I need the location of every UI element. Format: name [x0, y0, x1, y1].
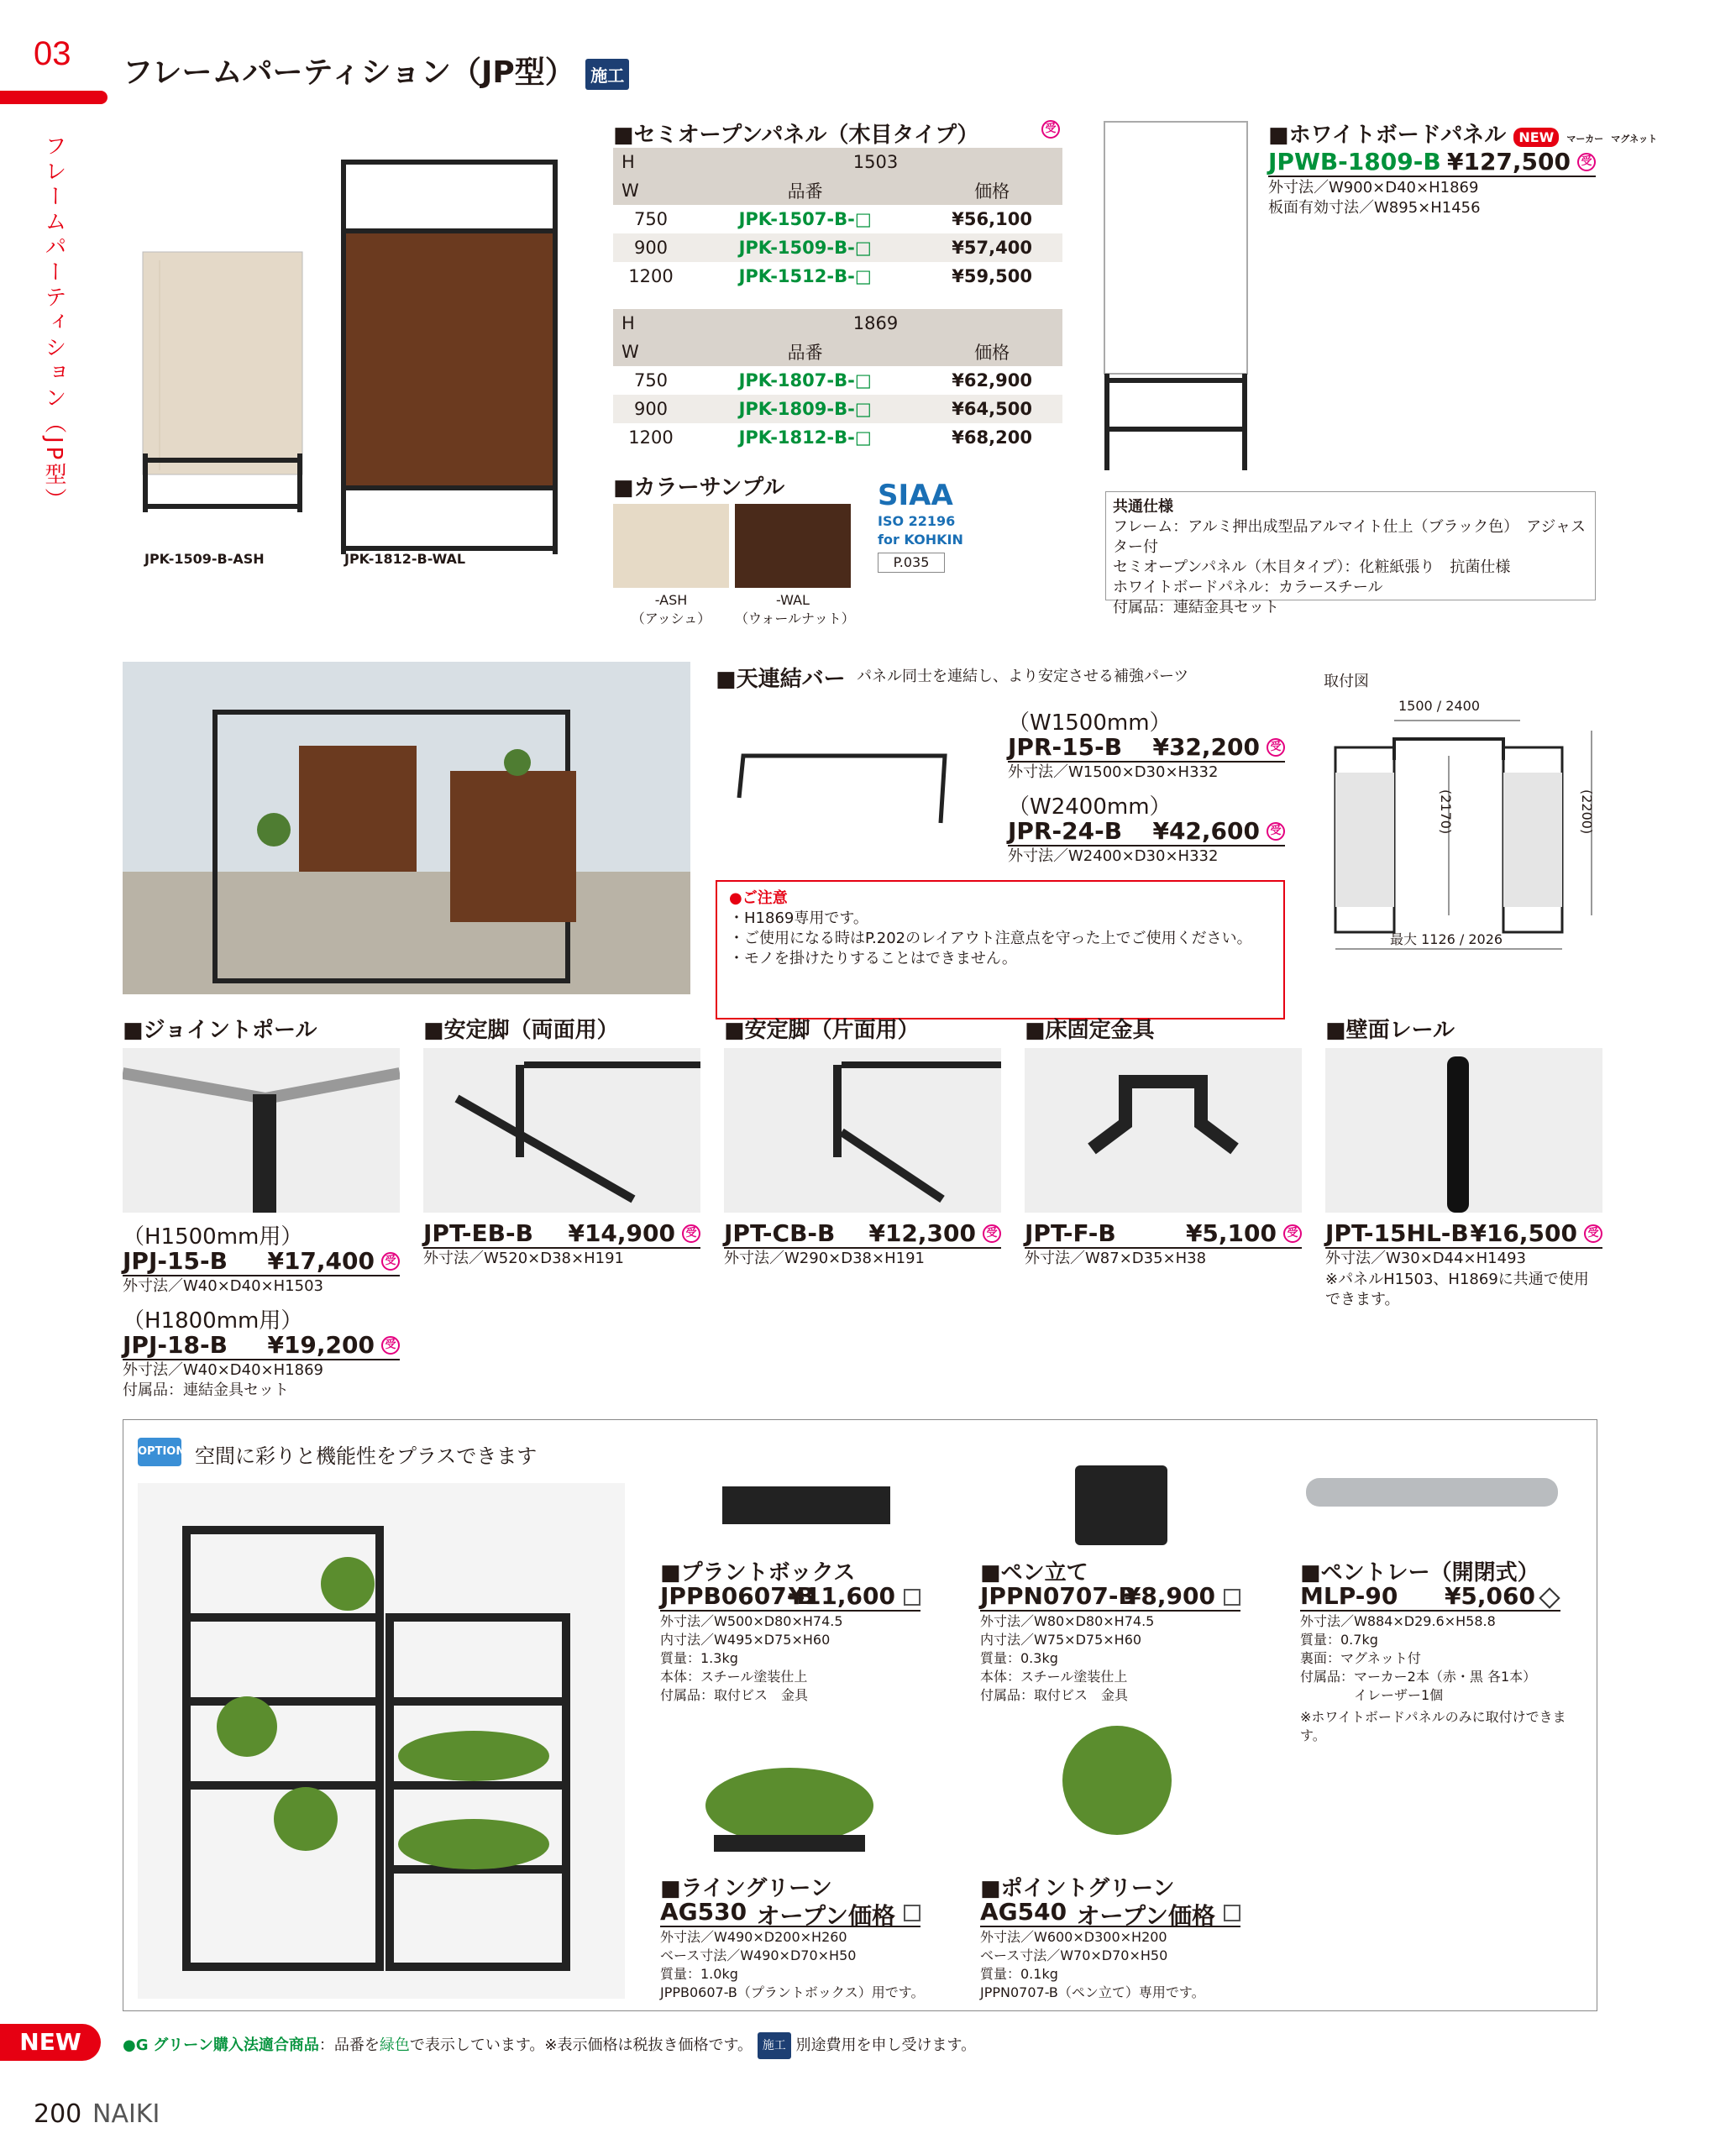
t2-w: 900 — [613, 395, 689, 423]
wb-code: JPWB-1809-B — [1268, 148, 1441, 176]
t1-W-label: W — [613, 176, 689, 205]
point-green-heading: ■ポイントグリーン — [980, 1876, 1175, 1901]
wb-surface: 板面有効寸法／W895×H1456 — [1268, 199, 1481, 217]
t2-code: JPK-1809-B-□ — [689, 395, 921, 423]
footer-text: で表示しています。※表示価格は税抜き価格です。 — [409, 2036, 753, 2054]
part-dims: 外寸法／W87×D35×H38 — [1025, 1250, 1207, 1267]
spec-line: 裏面：マグネット付 — [1300, 1650, 1421, 1666]
plantbox-price: ¥11,600 — [788, 1582, 895, 1610]
t1-col-code: 品番 — [689, 176, 921, 205]
t1-code: JPK-1512-B-□ — [738, 266, 872, 286]
bar-desc: パネル同士を連結し、より安定させる補強パーツ — [857, 668, 1189, 685]
point-green-specs — [980, 1928, 1205, 2002]
common-spec-box — [1105, 491, 1596, 616]
green-purchase-label: グリーン購入法適合商品 — [153, 2036, 319, 2054]
t1-code: JPK-1509-B-□ — [689, 233, 921, 262]
common-spec-line: セミオープンパネル（木目タイプ）：化粧紙張り 抗菌仕様 — [1113, 558, 1511, 576]
spec-line: イレーザー1個 — [1300, 1687, 1444, 1703]
spec-line: 付属品：取付ビス 金具 — [980, 1687, 1129, 1703]
t1-w: 750 — [633, 209, 669, 229]
installation-diagram — [1319, 697, 1604, 957]
spec-line: 付属品：取付ビス 金具 — [660, 1687, 809, 1703]
ash-label — [613, 591, 729, 628]
part-note: ※パネルH1503、H1869に共通で使用できます。 — [1325, 1271, 1589, 1308]
caution-line: ・モノを掛けたりすることはできません。 — [729, 950, 1017, 967]
hero-label-ash: JPK-1509-B-ASH — [144, 551, 265, 567]
siaa-logo-text: SIAA — [878, 479, 953, 512]
spec-line: JPPB0607-B（プラントボックス）用です。 — [660, 1984, 925, 2000]
t2-code: JPK-1812-B-□ — [738, 427, 872, 448]
common-spec-line: ホワイトボードパネル：カラースチール — [1113, 579, 1383, 596]
siaa-mark — [878, 479, 978, 573]
magnet-icon: マグネット — [1611, 134, 1658, 144]
spec-line: JPPN0707-B（ペン立て）専用です。 — [980, 1984, 1205, 2000]
part-heading: ■壁面レール — [1325, 1018, 1455, 1043]
jp-dims2: 外寸法／W40×D40×H1869 — [123, 1361, 323, 1379]
stock-square-icon — [904, 1589, 920, 1606]
jp-dims1: 外寸法／W40×D40×H1503 — [123, 1277, 323, 1295]
bar1-size: （W1500mm） — [1008, 710, 1172, 736]
t2-W-label: W — [613, 338, 689, 366]
ash-name: （アッシュ） — [631, 611, 711, 626]
t2-H-label: H — [613, 309, 689, 338]
caution-box — [716, 880, 1285, 1019]
part-price: ¥14,900 — [568, 1219, 675, 1247]
marker-icon: マーカー — [1566, 134, 1604, 144]
spec-line: 内寸法／W495×D75×H60 — [660, 1632, 831, 1648]
office-photo — [123, 662, 690, 994]
spec-line: 外寸法／W490×D200×H260 — [660, 1929, 847, 1945]
wal-swatch — [735, 504, 851, 588]
caution-title: ●ご注意 — [729, 889, 788, 907]
part-code: JPT-15HL-B — [1325, 1219, 1469, 1247]
spec-line: 質量：0.3kg — [980, 1650, 1058, 1666]
pen-code: JPPN0707-B — [980, 1582, 1136, 1610]
joint-pole-image — [123, 1048, 400, 1213]
fig-title: 取付図 — [1324, 673, 1369, 690]
jp-code1: JPJ-15-B — [123, 1247, 228, 1275]
fig-bottom: 最大 1126 / 2026 — [1390, 931, 1503, 947]
color-heading: ■カラーサンプル — [613, 475, 785, 501]
footer-text: 別途費用を申し受けます。 — [795, 2036, 977, 2054]
t2-code: JPK-1807-B-□ — [738, 370, 872, 390]
spec-line: ベース寸法／W70×D70×H50 — [980, 1947, 1168, 1963]
point-green-image — [1050, 1713, 1184, 1864]
t1-price: ¥57,400 — [921, 233, 1062, 262]
bar2-size: （W2400mm） — [1008, 794, 1172, 820]
siaa-iso: ISO 22196 — [878, 513, 956, 529]
caution-line: ・H1869専用です。 — [729, 909, 868, 927]
t1-height: 1503 — [689, 148, 1062, 176]
jp-line1 — [123, 1247, 400, 1276]
line-green-code: AG530 — [660, 1898, 747, 1926]
t2-w: 1200 — [628, 427, 674, 448]
sekou-badge: 施工 — [758, 2032, 791, 2059]
footer-text: ：品番を — [318, 2036, 380, 2054]
option-plant-display-image — [138, 1483, 625, 1999]
t2-price: ¥68,200 — [952, 427, 1032, 448]
pen-stand-image — [1067, 1453, 1176, 1554]
jp-receive-icon: 受 — [381, 1252, 400, 1271]
page-number: 200 — [34, 2099, 82, 2129]
pen-tray-image — [1302, 1465, 1562, 1516]
part-dims: 外寸法／W290×D38×H191 — [724, 1250, 925, 1267]
bar2-code: JPR-24-B — [1008, 817, 1123, 845]
jp-acc2: 付属品：連結金具セット — [123, 1381, 289, 1399]
bar-image — [735, 739, 953, 831]
footer-legend — [123, 2032, 976, 2059]
wb-price: ¥127,500 — [1446, 148, 1571, 176]
part-dims: 外寸法／W520×D38×H191 — [423, 1250, 624, 1267]
wb-receive-icon: 受 — [1577, 153, 1596, 171]
point-green-price: オープン価格 — [1076, 1902, 1215, 1930]
spec-line: ベース寸法／W490×D70×H50 — [660, 1947, 857, 1963]
wal-label — [735, 591, 855, 628]
part-code: JPT-EB-B — [423, 1219, 533, 1247]
fig-top: 1500 / 2400 — [1398, 698, 1480, 714]
part-price: ¥12,300 — [868, 1219, 976, 1247]
spec-line: 外寸法／W884×D29.6×H58.8 — [1300, 1613, 1496, 1629]
spec-line: 質量：0.7kg — [1300, 1632, 1378, 1648]
pen-line — [980, 1582, 1240, 1612]
jp-line2 — [123, 1331, 400, 1360]
spec-line: 内寸法／W75×D75×H60 — [980, 1632, 1142, 1648]
plantbox-heading: ■プラントボックス — [660, 1560, 856, 1586]
wb-heading-text: ■ホワイトボードパネル — [1268, 123, 1507, 148]
bar2-dims: 外寸法／W2400×D30×H332 — [1008, 847, 1219, 865]
part-code: JPT-CB-B — [724, 1219, 836, 1247]
common-spec-line: 付属品：連結金具セット — [1113, 599, 1279, 616]
part-heading: ■安定脚（片面用） — [724, 1018, 920, 1043]
wall-rail-image — [1325, 1048, 1602, 1213]
t1-w: 1200 — [628, 266, 674, 286]
part-line — [1325, 1219, 1602, 1249]
section-number: 03 — [34, 35, 71, 72]
bar1-line — [1008, 733, 1285, 763]
t1-code: JPK-1507-B-□ — [738, 209, 872, 229]
point-green-code: AG540 — [980, 1898, 1067, 1926]
jp-sub1: （H1500mm用） — [123, 1224, 303, 1250]
part-price: ¥5,100 — [1185, 1219, 1277, 1247]
pen-price: ¥8,900 — [1124, 1582, 1215, 1610]
spec-line: 質量：1.3kg — [660, 1650, 738, 1666]
fig-h2: (2200) — [1579, 789, 1595, 835]
spec-line: 付属品：マーカー2本（赤・黒 各1本） — [1300, 1669, 1537, 1685]
part-heading: ■ジョイントポール — [123, 1018, 317, 1043]
receive-icon: 受 — [1283, 1224, 1302, 1243]
stand-single-image — [724, 1048, 1001, 1213]
sekou-badge: 施工 — [585, 59, 629, 90]
footer-new-tag: NEW — [0, 2024, 101, 2061]
part-heading: ■床固定金具 — [1025, 1018, 1155, 1043]
t2-col-price: 価格 — [921, 338, 1062, 366]
stock-square-icon — [904, 1905, 920, 1921]
jp-sub2: （H1800mm用） — [123, 1308, 303, 1334]
caution-line: ・ご使用になる時はP.202のレイアウト注意点を守った上でご使用ください。 — [729, 930, 1252, 947]
jp-receive-icon: 受 — [381, 1336, 400, 1355]
plantbox-specs — [660, 1612, 843, 1705]
plantbox-line — [660, 1582, 920, 1612]
stock-diamond-icon — [1539, 1587, 1560, 1608]
spec-line: 外寸法／W500×D80×H74.5 — [660, 1613, 843, 1629]
tray-price: ¥5,060 — [1444, 1582, 1535, 1610]
hero-label-wal: JPK-1812-B-WAL — [344, 551, 466, 567]
bar2-price: ¥42,600 — [1152, 817, 1260, 845]
receive-icon: 受 — [682, 1224, 700, 1243]
receive-icon: 受 — [983, 1224, 1001, 1243]
siaa-page-ref[interactable]: P.035 — [878, 553, 945, 573]
siaa-for: for KOHKIN — [878, 532, 963, 548]
pen-heading: ■ペン立て — [980, 1560, 1088, 1586]
price-table-1869 — [613, 309, 1062, 452]
page-title-text: フレームパーティション（JP型） — [123, 55, 575, 90]
t1-price: ¥56,100 — [952, 209, 1032, 229]
t2-price: ¥64,500 — [921, 395, 1062, 423]
t1-col-price: 価格 — [921, 176, 1062, 205]
wb-code-line — [1268, 148, 1596, 177]
spec-line: 外寸法／W600×D300×H200 — [980, 1929, 1167, 1945]
tray-heading: ■ペントレー（開閉式） — [1300, 1560, 1539, 1586]
line-green-specs — [660, 1928, 924, 2002]
part-heading: ■安定脚（両面用） — [423, 1018, 619, 1043]
semi-receive-icon: 受 — [1041, 120, 1060, 139]
jp-code2: JPJ-18-B — [123, 1331, 228, 1359]
pen-specs — [980, 1612, 1154, 1705]
bar1-price: ¥32,200 — [1152, 733, 1260, 761]
plantbox-code: JPPB0607-B — [660, 1582, 815, 1610]
spec-line: 本体：スチール塗装仕上 — [980, 1669, 1128, 1685]
receive-icon: 受 — [1584, 1224, 1602, 1243]
common-spec-title: 共通仕様 — [1113, 498, 1173, 516]
wb-heading — [1268, 118, 1657, 149]
green-mark-icon: ●G — [123, 2036, 149, 2054]
t1-price: ¥59,500 — [952, 266, 1032, 286]
wal-name: （ウォールナット） — [735, 611, 855, 626]
t1-w: 900 — [613, 233, 689, 262]
stock-square-icon — [1224, 1905, 1240, 1921]
plant-box-image — [718, 1478, 894, 1537]
page-title — [123, 49, 629, 92]
part-price: ¥16,500 — [1470, 1219, 1577, 1247]
bar2-line — [1008, 817, 1285, 846]
common-spec-line: フレーム：アルミ押出成型品アルマイト仕上（ブラック色） アジャスター付 — [1113, 518, 1587, 556]
jp-price1: ¥17,400 — [267, 1247, 375, 1275]
tray-code: MLP-90 — [1300, 1582, 1398, 1610]
vertical-section-title: フレームパーティション（JP型） — [41, 134, 66, 514]
line-green-line — [660, 1898, 920, 1930]
t2-price: ¥62,900 — [952, 370, 1032, 390]
fig-h1: (2170) — [1438, 789, 1454, 835]
spec-line: 質量：1.0kg — [660, 1966, 738, 1982]
ash-swatch — [613, 504, 729, 588]
bar2-receive-icon: 受 — [1267, 822, 1285, 841]
part-line — [423, 1219, 700, 1249]
option-badge: OPTION — [138, 1438, 181, 1466]
option-title: 空間に彩りと機能性をプラスできます — [195, 1444, 538, 1468]
part-code: JPT-F-B — [1025, 1219, 1116, 1247]
point-green-line — [980, 1898, 1240, 1930]
hero-panels-image — [126, 151, 571, 571]
wal-code: -WAL — [776, 592, 810, 608]
semi-heading: ■セミオープンパネル（木目タイプ） — [613, 123, 979, 148]
t2-col-code: 品番 — [689, 338, 921, 366]
new-badge: NEW — [1513, 128, 1559, 147]
line-green-image — [697, 1755, 882, 1864]
tray-line — [1300, 1582, 1560, 1612]
t2-height: 1869 — [689, 309, 1062, 338]
wb-dims: 外寸法／W900×D40×H1869 — [1268, 179, 1479, 197]
part-line — [1025, 1219, 1302, 1249]
price-table-1503 — [613, 148, 1062, 291]
line-green-heading: ■ライングリーン — [660, 1876, 832, 1901]
t2-w: 750 — [633, 370, 669, 390]
floor-bracket-image — [1025, 1048, 1302, 1213]
bar1-receive-icon: 受 — [1267, 738, 1285, 757]
section-bar — [0, 91, 108, 104]
line-green-price: オープン価格 — [756, 1902, 895, 1930]
part-line — [724, 1219, 1001, 1249]
spec-note: ※ホワイトボードパネルのみに取付けできます。 — [1300, 1709, 1566, 1743]
t1-H-label: H — [613, 148, 689, 176]
bar-heading: ■天連結バー — [716, 667, 846, 692]
whiteboard-image — [1100, 118, 1256, 479]
bar1-code: JPR-15-B — [1008, 733, 1123, 761]
stock-square-icon — [1224, 1589, 1240, 1606]
green-word: 緑色 — [379, 2036, 410, 2054]
spec-line: 本体：スチール塗装仕上 — [660, 1669, 808, 1685]
brand: NAIKI — [92, 2099, 160, 2129]
jp-price2: ¥19,200 — [267, 1331, 375, 1359]
ash-code: -ASH — [654, 592, 688, 608]
tray-specs — [1300, 1612, 1569, 1745]
part-dims: 外寸法／W30×D44×H1493 — [1325, 1250, 1526, 1267]
bar1-dims: 外寸法／W1500×D30×H332 — [1008, 763, 1219, 781]
stand-double-image — [423, 1048, 700, 1213]
spec-line: 質量：0.1kg — [980, 1966, 1058, 1982]
spec-line: 外寸法／W80×D80×H74.5 — [980, 1613, 1155, 1629]
